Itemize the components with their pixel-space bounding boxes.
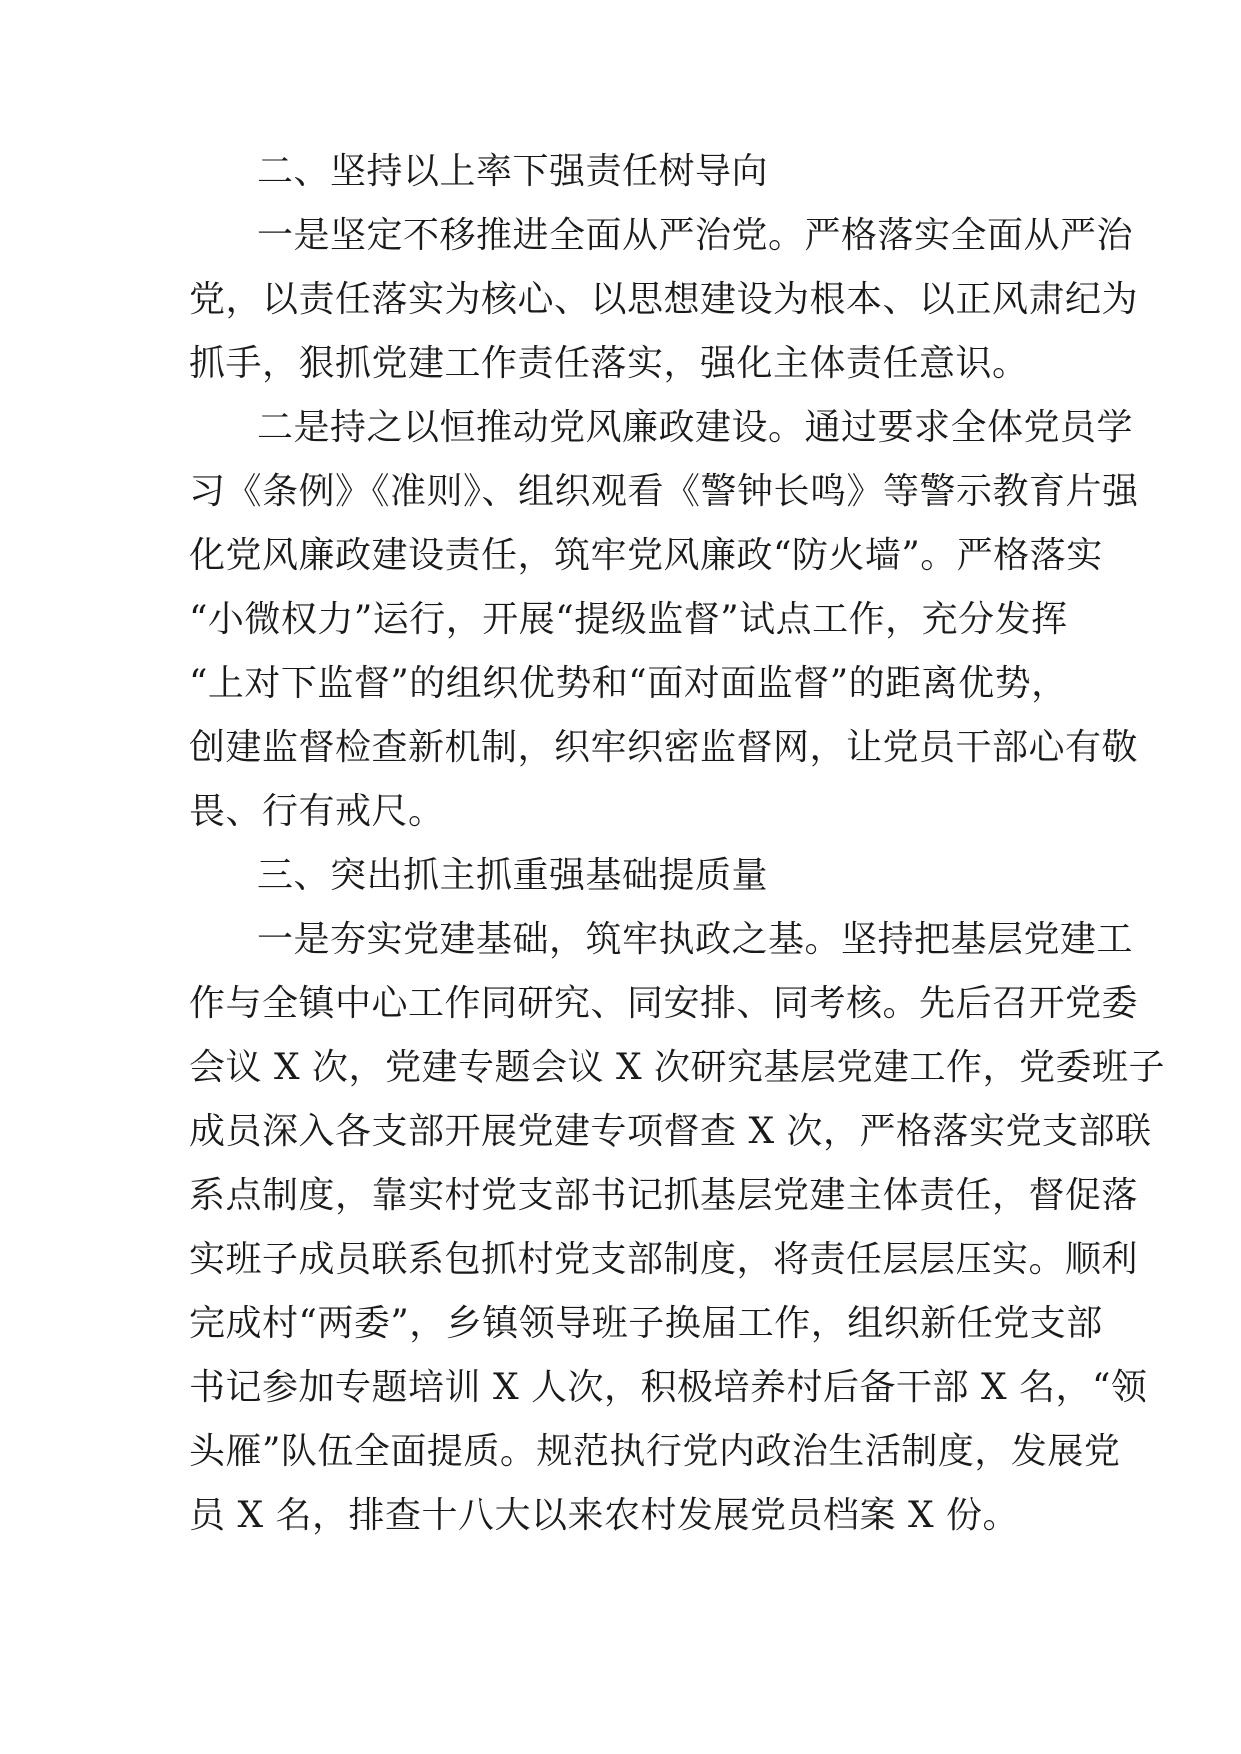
paragraph-3-line-5: 系点制度，靠实村党支部书记抓基层党建主体责任，督促落 <box>189 1175 1139 1216</box>
paragraph-3-line-8: 书记参加专题培训 X 人次，积极培养村后备干部 X 名，“领 <box>189 1367 1148 1408</box>
paragraph-3-line-9: 头雁”队伍全面提质。规范执行党内政治生活制度，发展党 <box>189 1431 1121 1472</box>
document-body <box>189 140 1166 1548</box>
paragraph-3-line-2: 作与全镇中心工作同研究、同安排、同考核。先后召开党委 <box>189 983 1139 1024</box>
paragraph-2-line-7: 畏、行有戒尺。 <box>189 791 445 832</box>
paragraph-3-line-10: 员 X 名，排查十八大以来农村发展党员档案 X 份。 <box>189 1495 1020 1536</box>
paragraph-2-line-1: 二是持之以恒推动党风廉政建设。通过要求全体党员学 <box>257 407 1134 448</box>
paragraph-2-line-5: “上对下监督”的组织优势和“面对面监督”的距离优势， <box>189 663 1068 704</box>
paragraph-3-line-1: 一是夯实党建基础，筑牢执政之基。坚持把基层党建工 <box>257 919 1134 960</box>
paragraph-2-line-2: 习《条例》《准则》、组织观看《警钟长鸣》等警示教育片强 <box>189 471 1139 512</box>
paragraph-3-line-3: 会议 X 次，党建专题会议 X 次研究基层党建工作，党委班子 <box>189 1047 1166 1088</box>
paragraph-1-line-3: 抓手，狠抓党建工作责任落实，强化主体责任意识。 <box>189 343 1029 384</box>
paragraph-3-line-7: 完成村“两委”，乡镇领导班子换届工作，组织新任党支部 <box>189 1303 1103 1344</box>
paragraph-1-line-2: 党，以责任落实为核心、以思想建设为根本、以正风肃纪为 <box>189 279 1139 320</box>
paragraph-3-line-4: 成员深入各支部开展党建专项督查 X 次，严格落实党支部联 <box>189 1111 1152 1152</box>
paragraph-2-line-4: “小微权力”运行，开展“提级监督”试点工作，充分发挥 <box>189 599 1068 640</box>
paragraph-2-line-3: 化党风廉政建设责任，筑牢党风廉政“防火墙”。严格落实 <box>189 535 1103 576</box>
paragraph-2-line-6: 创建监督检查新机制，织牢织密监督网，让党员干部心有敬 <box>189 727 1139 768</box>
paragraph-3-line-6: 实班子成员联系包抓村党支部制度，将责任层层压实。顺利 <box>189 1239 1139 1280</box>
section-heading-2: 二、坚持以上率下强责任树导向 <box>257 151 769 192</box>
paragraph-1-line-1: 一是坚定不移推进全面从严治党。严格落实全面从严治 <box>257 215 1134 256</box>
section-heading-3: 三、突出抓主抓重强基础提质量 <box>257 855 769 896</box>
